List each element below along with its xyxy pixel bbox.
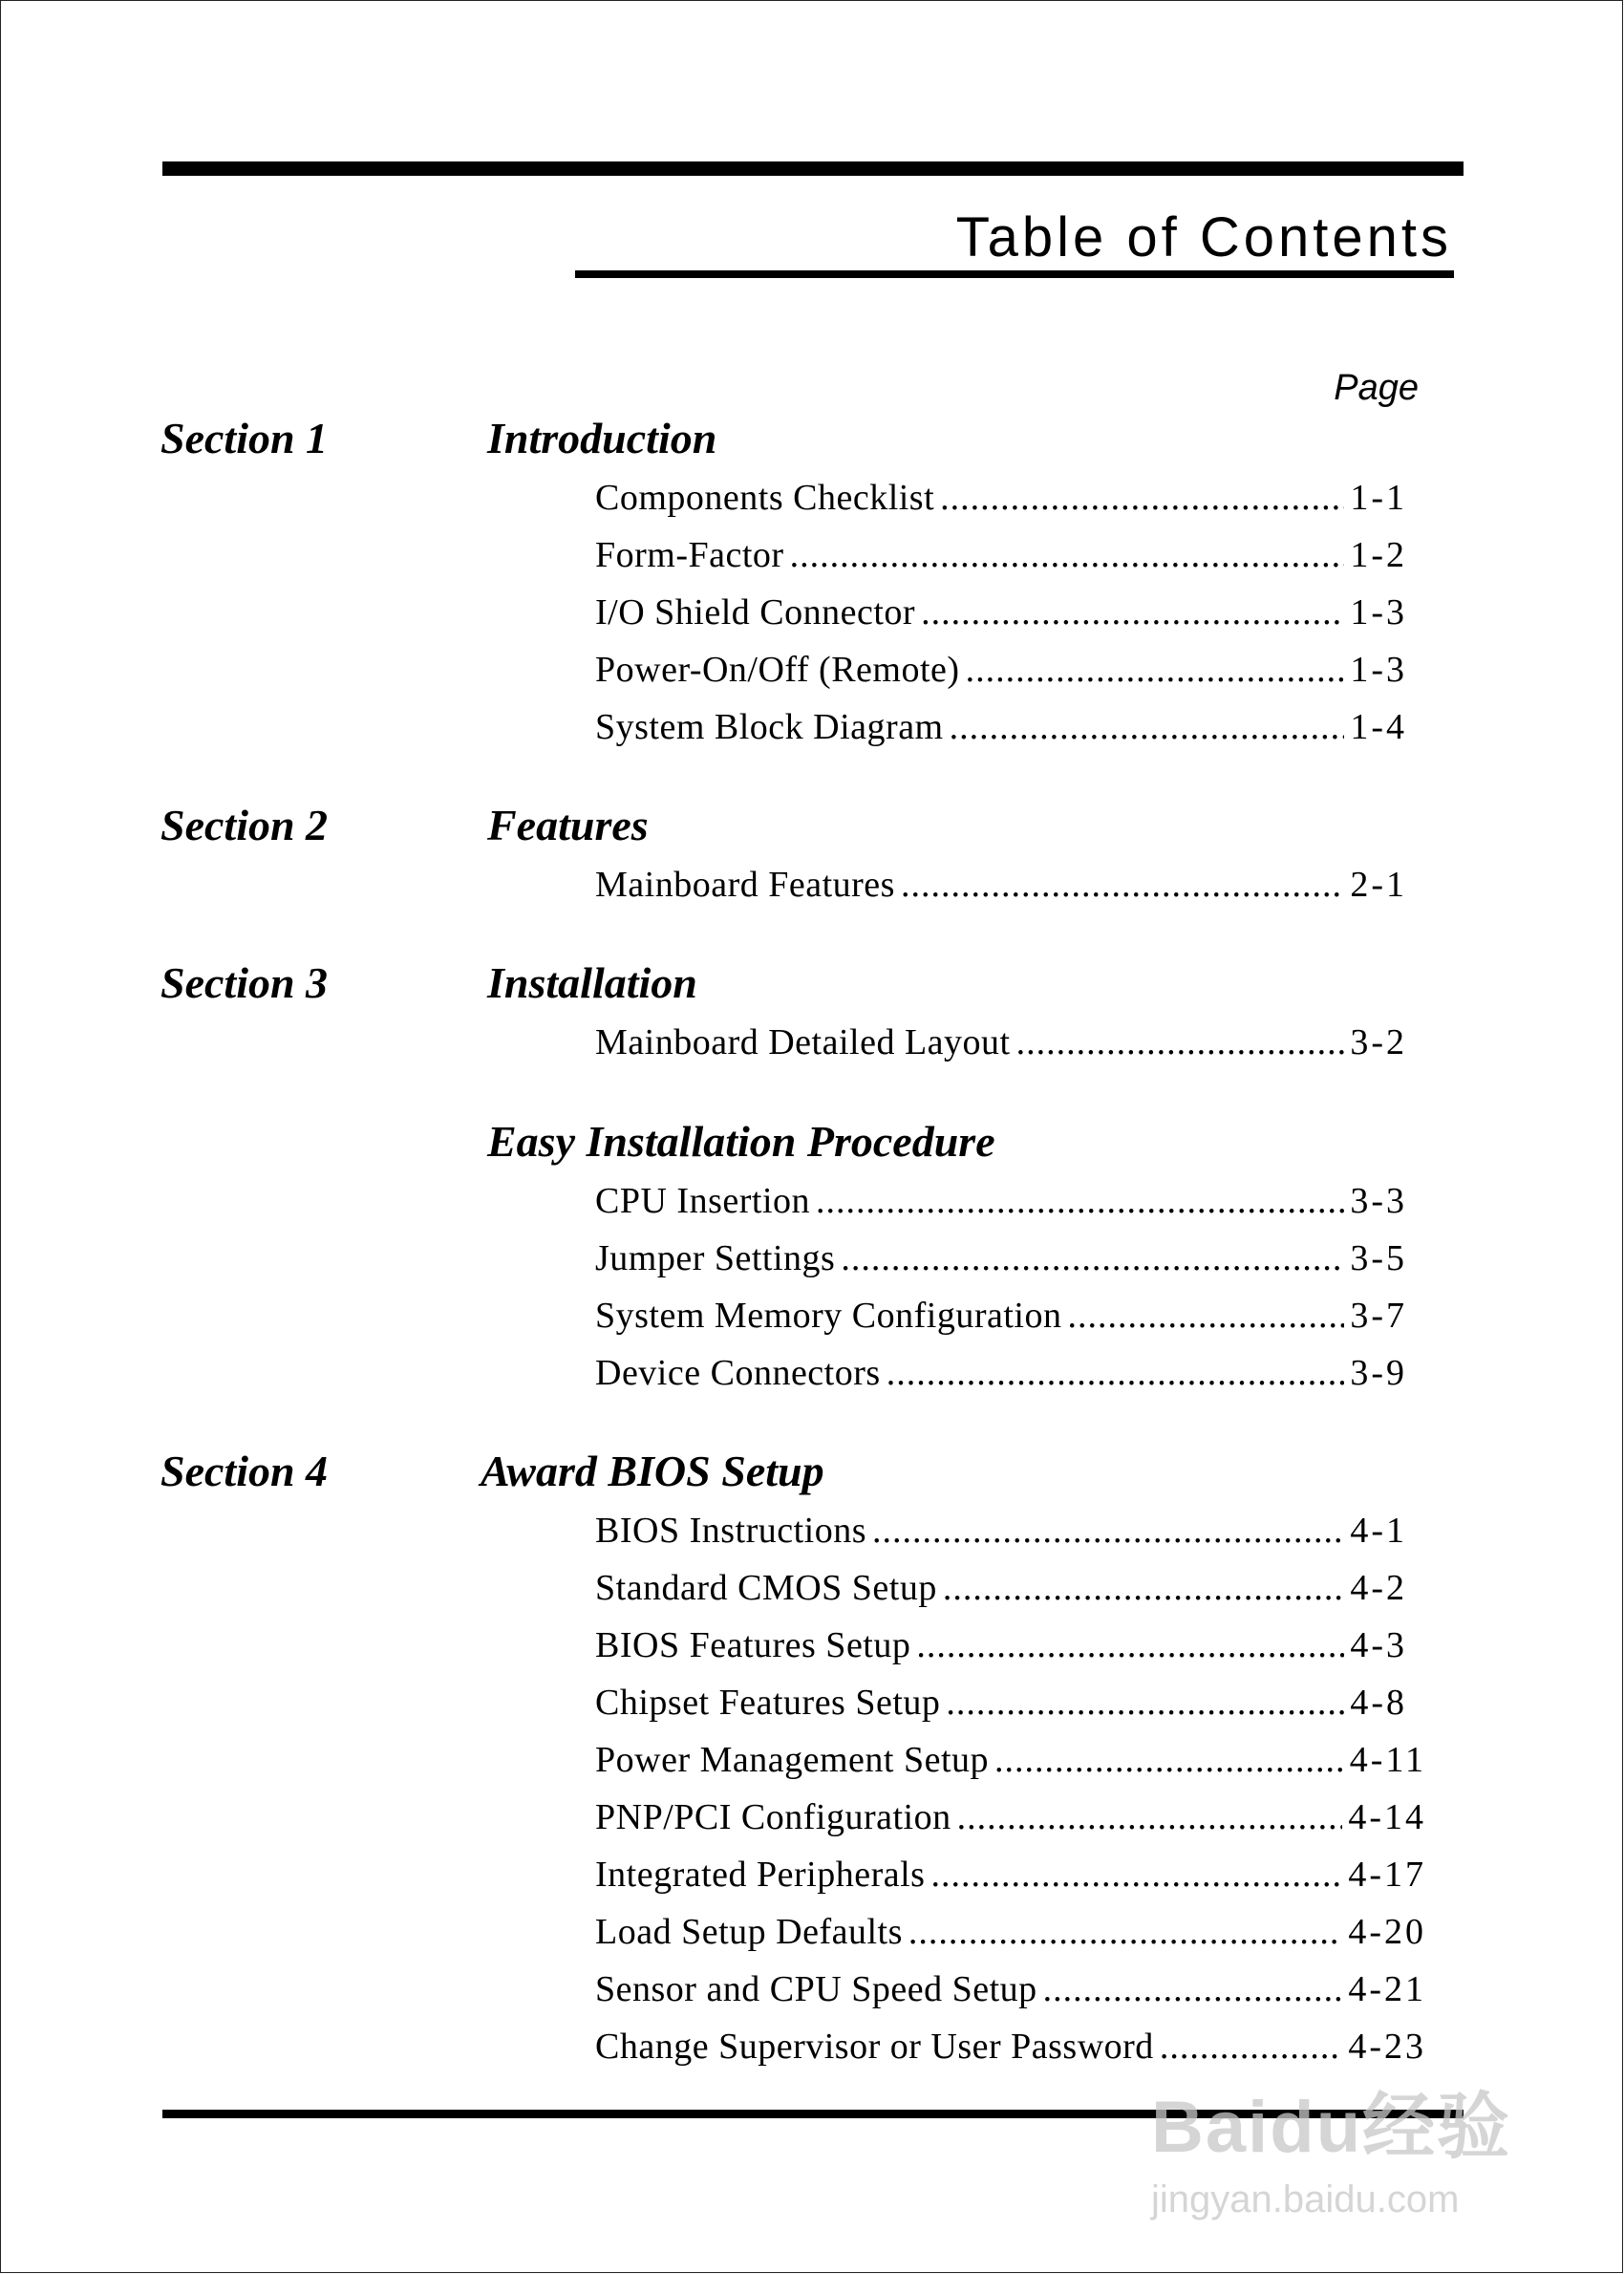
toc-entry[interactable] <box>595 591 1407 637</box>
entry-page: 4-20 <box>1348 1912 1426 1952</box>
entry-title: Form-Factor <box>595 535 784 575</box>
dot-leader <box>887 1352 1345 1394</box>
dot-leader <box>994 1739 1344 1781</box>
entry-title: Standard CMOS Setup <box>595 1568 937 1608</box>
entry-title: Change Supervisor or User Password <box>595 2027 1154 2067</box>
entry-title: Sensor and CPU Speed Setup <box>595 1969 1037 2009</box>
entry-page: 4-21 <box>1348 1969 1426 2009</box>
entry-page: 4-14 <box>1348 1797 1426 1837</box>
toc-entry[interactable] <box>595 1911 1426 1957</box>
dot-leader <box>872 1510 1344 1552</box>
entry-page: 1-4 <box>1350 707 1407 747</box>
toc-entry[interactable] <box>595 706 1407 752</box>
dot-leader <box>790 534 1345 576</box>
page-title: Table of Contents <box>955 206 1452 268</box>
toc-entry[interactable] <box>595 864 1407 910</box>
toc-entry[interactable] <box>595 1854 1426 1899</box>
entry-page: 4-1 <box>1350 1511 1407 1551</box>
entry-page: 4-2 <box>1350 1568 1407 1608</box>
entry-title: Power-On/Off (Remote) <box>595 650 960 690</box>
toc-entry[interactable] <box>595 477 1407 523</box>
dot-leader <box>966 649 1345 691</box>
toc-entry[interactable] <box>595 1739 1426 1785</box>
dot-leader <box>841 1237 1344 1279</box>
entry-title: System Memory Configuration <box>595 1296 1062 1336</box>
entry-title: Device Connectors <box>595 1353 881 1393</box>
watermark-url: jingyan.baidu.com <box>1151 2178 1460 2220</box>
toc-entry[interactable] <box>595 1295 1407 1341</box>
section-heading: Introduction <box>487 414 717 462</box>
page-column-label: Page <box>1334 368 1419 408</box>
section-label: Section 3 <box>160 958 329 1007</box>
section-heading: Award BIOS Setup <box>481 1447 824 1495</box>
entry-title: Jumper Settings <box>595 1238 836 1278</box>
entry-title: Integrated Peripherals <box>595 1855 926 1895</box>
section-heading: Installation <box>487 958 697 1007</box>
dot-leader <box>940 477 1344 519</box>
section-heading: Easy Installation Procedure <box>487 1117 995 1166</box>
section-label: Section 1 <box>160 414 329 462</box>
dot-leader <box>1016 1021 1345 1063</box>
entry-page: 3-9 <box>1350 1353 1407 1393</box>
entry-page: 2-1 <box>1350 865 1407 905</box>
toc-entry[interactable] <box>595 534 1407 580</box>
entry-title: I/O Shield Connector <box>595 592 916 633</box>
entry-title: Mainboard Features <box>595 865 895 905</box>
dot-leader <box>950 706 1345 748</box>
toc-entry[interactable] <box>595 1682 1407 1727</box>
toc-entry[interactable] <box>595 1180 1407 1226</box>
entry-title: Power Management Setup <box>595 1740 990 1780</box>
entry-title: Components Checklist <box>595 478 935 518</box>
entry-page: 3-2 <box>1350 1022 1407 1062</box>
dot-leader <box>943 1567 1344 1609</box>
entry-title: BIOS Features Setup <box>595 1625 911 1665</box>
dot-leader <box>1043 1968 1343 2010</box>
entry-page: 3-3 <box>1350 1181 1407 1221</box>
watermark <box>1151 2069 1511 2221</box>
dot-leader <box>1160 2026 1343 2068</box>
section-label: Section 2 <box>160 801 329 849</box>
entry-title: Load Setup Defaults <box>595 1912 903 1952</box>
entry-page: 3-5 <box>1350 1238 1407 1278</box>
entry-title: BIOS Instructions <box>595 1511 866 1551</box>
section-label: Section 4 <box>160 1447 329 1495</box>
entry-title: System Block Diagram <box>595 707 944 747</box>
entry-page: 1-1 <box>1350 478 1407 518</box>
entry-page: 4-3 <box>1350 1625 1407 1665</box>
dot-leader <box>908 1911 1342 1953</box>
watermark-brand: Baidu经验 <box>1151 2087 1512 2168</box>
dot-leader <box>930 1854 1342 1896</box>
entry-page: 4-11 <box>1349 1740 1426 1780</box>
dot-leader <box>901 864 1344 906</box>
toc-entry[interactable] <box>595 1796 1426 1842</box>
dot-leader <box>916 1624 1344 1666</box>
toc-entry[interactable] <box>595 1567 1407 1613</box>
title-underline <box>575 270 1454 278</box>
dot-leader <box>1067 1295 1344 1337</box>
entry-page: 1-3 <box>1350 592 1407 633</box>
entry-title: Mainboard Detailed Layout <box>595 1022 1011 1062</box>
toc-entry[interactable] <box>595 1510 1407 1555</box>
top-rule <box>162 161 1464 176</box>
toc-entry[interactable] <box>595 1352 1407 1398</box>
entry-page: 4-8 <box>1350 1683 1407 1723</box>
toc-entry[interactable] <box>595 1237 1407 1283</box>
toc-entry[interactable] <box>595 649 1407 695</box>
dot-leader <box>946 1682 1344 1724</box>
entry-page: 1-2 <box>1350 535 1407 575</box>
entry-page: 3-7 <box>1350 1296 1407 1336</box>
entry-title: CPU Insertion <box>595 1181 810 1221</box>
toc-entry[interactable] <box>595 2026 1426 2071</box>
entry-page: 4-23 <box>1348 2027 1426 2067</box>
dot-leader <box>816 1180 1344 1222</box>
dot-leader <box>957 1796 1343 1838</box>
toc-entry[interactable] <box>595 1968 1426 2014</box>
entry-page: 4-17 <box>1348 1855 1426 1895</box>
dot-leader <box>921 591 1344 633</box>
entry-page: 1-3 <box>1350 650 1407 690</box>
section-heading: Features <box>487 801 649 849</box>
toc-entry[interactable] <box>595 1021 1407 1067</box>
toc-entry[interactable] <box>595 1624 1407 1670</box>
entry-title: Chipset Features Setup <box>595 1683 941 1723</box>
entry-title: PNP/PCI Configuration <box>595 1797 951 1837</box>
